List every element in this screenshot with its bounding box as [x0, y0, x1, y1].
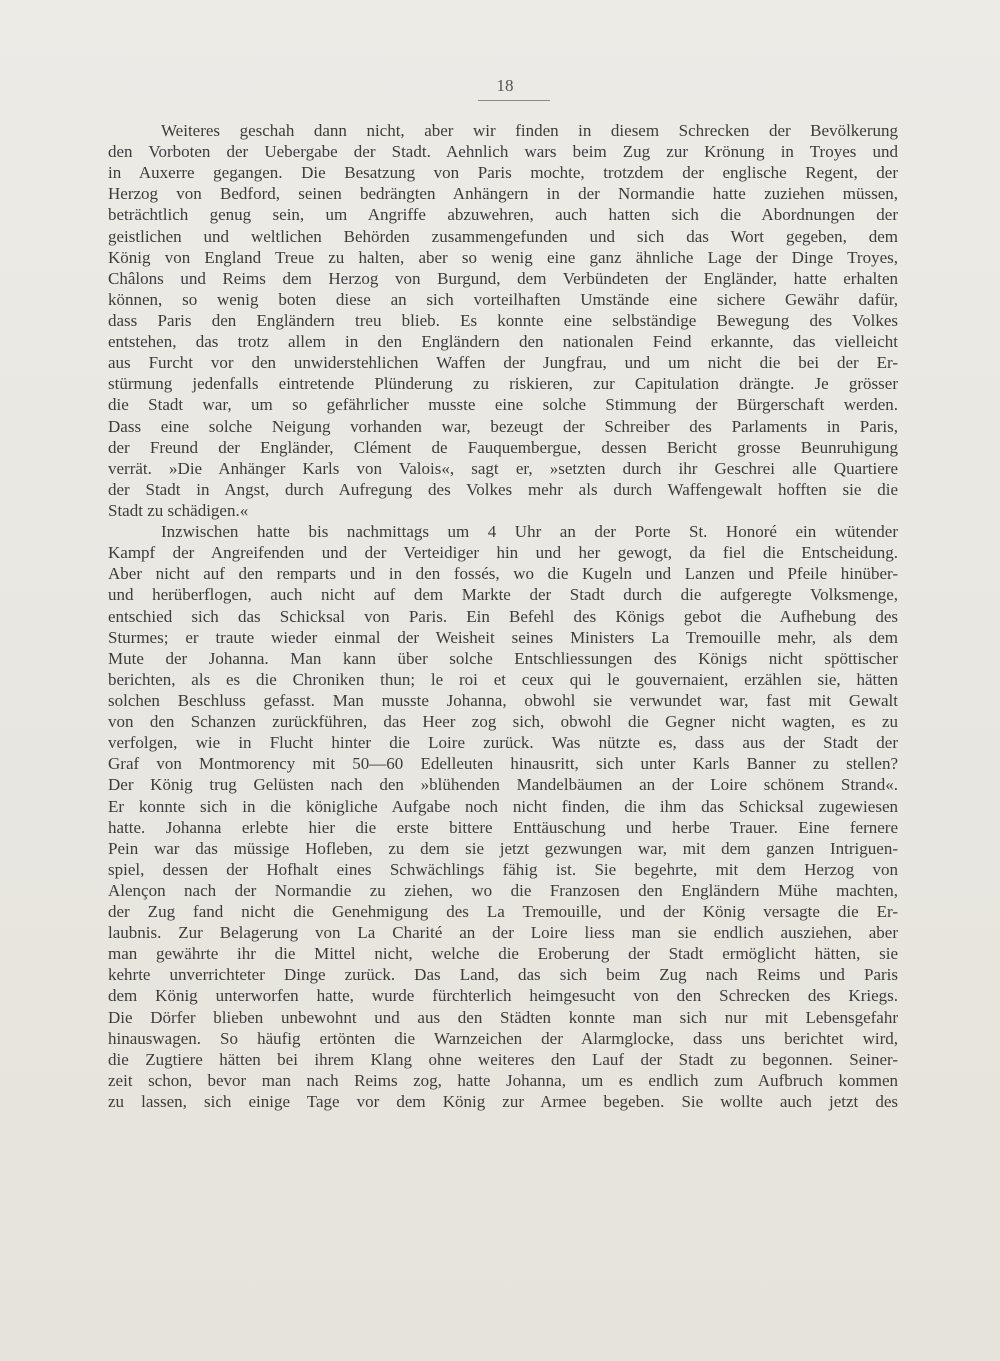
text-line: geistlichen und weltlichen Behörden zusammengefunden und sich das Wort gegeben, dem	[108, 226, 898, 246]
text-line: Graf von Montmorency mit 50—60 Edelleuten hinausritt, sich unter Karls Banner zu stellen?	[108, 754, 898, 774]
text-line: Weiteres geschah dann nicht, aber wir finden in diesem Schrecken der Bevölkerung	[161, 121, 898, 140]
text-line: zu lassen, sich einige Tage vor dem König zur Armee begeben. Sie wollte auch jetzt des	[108, 1092, 898, 1112]
text-line: König von England Treue zu halten, aber so wenig eine ganz ähnliche Lage der Dinge Troyes,	[108, 247, 898, 267]
page-number: 18	[496, 76, 514, 95]
text-line: hinauswagen. So häufig ertönten die Warnzeichen der Alarmglocke, dass uns berichtet wird,	[108, 1028, 898, 1048]
text-line: entstehen, das trotz allem in den Engländern den nationalen Feind erkannte, das vielleicht	[108, 332, 898, 352]
text-line: Mute der Johanna. Man kann über solche Entschliessungen des Königs nicht spöttischer	[108, 648, 898, 668]
text-line: können, so wenig boten diese an sich vorteilhaften Umstände eine sichere Gewähr dafür,	[108, 289, 898, 309]
text-line: den Vorboten der Uebergabe der Stadt. Aehnlich wars beim Zug zur Krönung in Troyes und	[108, 142, 898, 162]
text-line: der Stadt in Angst, durch Aufregung des Volkes mehr als durch Waffengewalt hofften sie die	[108, 479, 898, 499]
text-line: verfolgen, wie in Flucht hinter die Loire zurück. Was nützte es, dass aus der Stadt der	[108, 733, 898, 753]
text-line: hatte. Johanna erlebte hier die erste bittere Enttäuschung und herbe Trauer. Eine fernere	[108, 817, 898, 837]
text-line: der Zug fand nicht die Genehmigung des La Tremouille, und der König versagte die Er-	[108, 902, 898, 922]
text-line: dem König unterworfen hatte, wurde fürchterlich heimgesucht von den Schrecken des Kriegs.	[108, 986, 898, 1006]
text-line: Aber nicht auf den remparts und in den fossés, wo die Kugeln und Lanzen und Pfeile hinüber-	[108, 564, 898, 584]
text-line: solchen Beschluss gefasst. Man musste Johanna, obwohl sie verwundet war, fast mit Gewalt	[108, 690, 898, 710]
text-line: in Auxerre gegangen. Die Besatzung von Paris mochte, trotzdem der englische Regent, der	[108, 163, 898, 183]
text-line: Pein war das müssige Hofleben, zu dem sie jetzt gezwungen war, mit dem ganzen Intriguen-	[108, 838, 898, 858]
body-text	[108, 120, 898, 1112]
text-line: von den Schanzen zurückführen, das Heer zog sich, obwohl die Gegner nicht wagten, es zu	[108, 712, 898, 732]
text-line: Châlons und Reims dem Herzog von Burgund, dem Verbündeten der Engländer, hatte erhalten	[108, 268, 898, 288]
text-line: entschied sich das Schicksal von Paris. Ein Befehl des Königs gebot die Aufhebung des	[108, 606, 898, 626]
text-line: Der König trug Gelüsten nach den »blühenden Mandelbäumen an der Loire schönem Strand«.	[108, 775, 898, 795]
text-line: spiel, dessen der Hofhalt eines Schwächlings fähig ist. Sie begehrte, mit dem Herzog von	[108, 859, 898, 879]
page-number-rule	[478, 100, 550, 101]
text-line: die Zugtiere hätten bei ihrem Klang ohne weiteres den Lauf der Stadt zu begonnen. Seiner-	[108, 1049, 898, 1069]
text-line: Herzog von Bedford, seinen bedrängten Anhängern in der Normandie hatte zuziehen müssen,	[108, 184, 898, 204]
text-line: beträchtlich genug sein, um Angriffe abzuwehren, auch hatten sich die Abordnungen der	[108, 205, 898, 225]
text-line: Die Dörfer blieben unbewohnt und aus den Städten konnte man sich nur mit Lebensgefahr	[108, 1007, 898, 1027]
text-line: zeit schon, bevor man nach Reims zog, hatte Johanna, um es endlich zum Aufbruch kommen	[108, 1070, 898, 1090]
text-line: Stadt zu schädigen.«	[108, 500, 249, 520]
text-line: laubnis. Zur Belagerung von La Charité an der Loire liess man sie endlich ausziehen, aber	[108, 923, 898, 943]
text-line: Inzwischen hatte bis nachmittags um 4 Uhr an der Porte St. Honoré ein wütender	[161, 522, 898, 542]
text-line: berichten, als es die Chroniken thun; le roi et ceux qui le gouvernaient, erzählen sie, hätten	[108, 669, 898, 689]
text-line: und herüberflogen, auch nicht auf dem Markte der Stadt durch die aufgeregte Volksmenge,	[108, 585, 898, 605]
text-line: Kampf der Angreifenden und der Verteidiger hin und her gewogt, da fiel die Entscheidung.	[108, 543, 898, 563]
text-line: Dass eine solche Neigung vorhanden war, bezeugt der Schreiber des Parlaments in Paris,	[108, 416, 898, 436]
text-line: verrät. »Die Anhänger Karls von Valois«, sagt er, »setzten durch ihr Geschrei alle Quartiere	[108, 458, 898, 478]
text-line: die Stadt war, um so gefährlicher musste eine solche Stimmung der Bürgerschaft werden.	[108, 395, 898, 415]
text-line: der Freund der Engländer, Clément de Fauquembergue, dessen Bericht grosse Beunruhigung	[108, 437, 898, 457]
text-line: Alençon nach der Normandie zu ziehen, wo die Franzosen den Engländern Mühe machten,	[108, 880, 898, 900]
text-line: Er konnte sich in die königliche Aufgabe noch nicht finden, die ihm das Schicksal zugewiesen	[108, 796, 898, 816]
text-line: kehrte unverrichteter Dinge zurück. Das Land, das sich beim Zug nach Reims und Paris	[108, 965, 898, 985]
text-line: man gewährte ihr die Mittel nicht, welche die Eroberung der Stadt ermöglicht hätten, sie	[108, 944, 898, 964]
text-line: stürmung jedenfalls eintretende Plünderung zu riskieren, zur Capitulation drängte. Je grösser	[108, 374, 898, 394]
text-line: aus Furcht vor den unwiderstehlichen Waffen der Jungfrau, und um nicht die bei der Er-	[108, 353, 898, 373]
text-line: dass Paris den Engländern treu blieb. Es konnte eine selbständige Bewegung des Volkes	[108, 310, 898, 330]
text-line: Sturmes; er traute wieder einmal der Weisheit seines Ministers La Tremouille mehr, als dem	[108, 627, 898, 647]
